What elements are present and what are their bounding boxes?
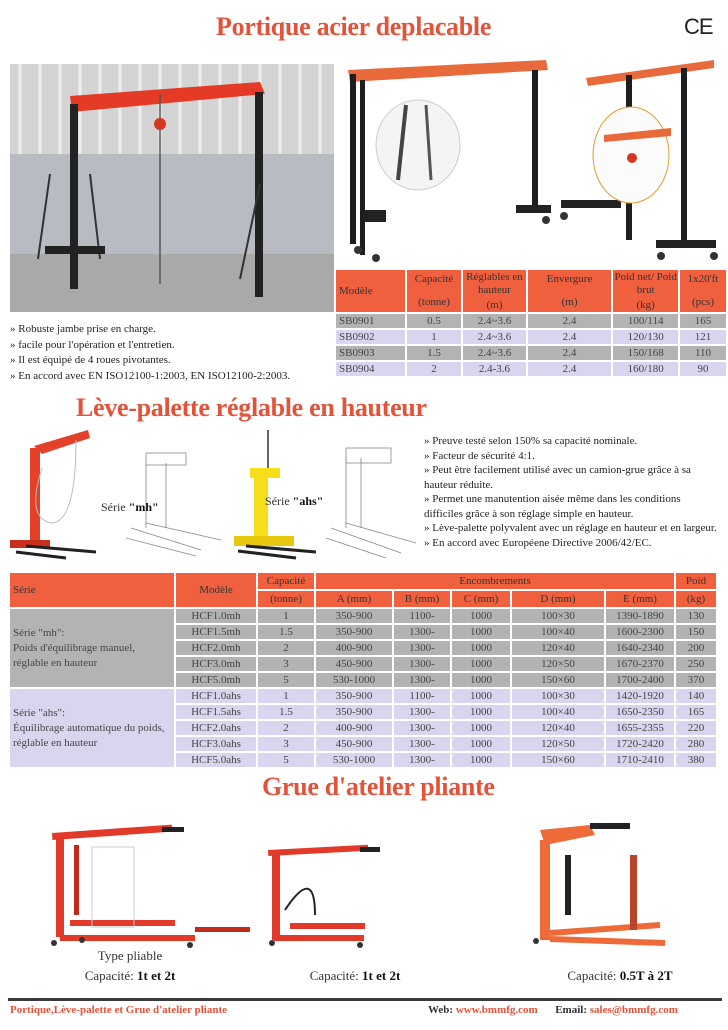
table-row: HCF3.0mh 3 450-900 1300- 1000 120×50 1670-2370 250: [10, 657, 716, 671]
col-header-b: B (mm): [394, 591, 450, 607]
table-row: HCF1.5mh 1.5 350-900 1300- 1000 100×40 1600-2300 150: [10, 625, 716, 639]
feature-item: » En accord avec EN ISO12100-1:2003, EN ISO12100-2:2003.: [10, 369, 291, 382]
table-row: HCF3.0ahs 3 450-900 1300- 1000 120×50 1720-2420 280: [10, 737, 716, 751]
col-header-container: 1x20'ft (pcs): [680, 270, 726, 312]
series-mh-label: Série "mh": [101, 500, 159, 514]
col-header-encombrements: Encombrements: [316, 573, 674, 589]
col-header-modele: Modèle: [336, 270, 405, 312]
col-header-serie: Série: [10, 573, 174, 607]
feature-item: » Peut être facilement utilisé avec un camion-grue grâce à sa hauteur réduite.: [424, 464, 691, 491]
series-ahs-label: Série "ahs": [265, 494, 324, 508]
series-ahs-cell: Série "ahs": Équilibrage automatique du poids, réglable en hauteur: [10, 689, 174, 767]
gantry-photo-product: [336, 60, 726, 270]
col-header-c: C (mm): [452, 591, 510, 607]
table-row: HCF2.0ahs 2 400-900 1300- 1000 120×40 1655-2355 220: [10, 721, 716, 735]
gantry-spec-table: [334, 268, 728, 378]
table-row: SB0902 1 2.4~3.6 2.4 120/130 121: [336, 330, 726, 344]
feature-item: » Facteur de sécurité 4:1.: [424, 449, 535, 462]
col-header-a: A (mm): [316, 591, 392, 607]
col-header-modele: Modèle: [176, 573, 256, 607]
col-header-capacite: Capacité (tonne): [407, 270, 461, 312]
crane-1-type-caption: Type pliable: [97, 948, 163, 963]
gantry-photo-workshop: [10, 64, 334, 312]
col-header-capacite-unit: (tonne): [258, 591, 314, 607]
section-title-gantry: Portique acier deplacable: [216, 12, 492, 41]
table-row: SB0901 0.5 2.4~3.6 2.4 100/114 165: [336, 314, 726, 328]
table-row: Série "ahs": Équilibrage automatique du poids, réglable en hauteur HCF1.0ahs 1 350-900 1100- 1000 100×30 1420-1920 140: [10, 689, 716, 703]
col-header-poid: Poid: [676, 573, 716, 589]
section-title-pallet-lifter: Lève-palette réglable en hauteur: [76, 393, 427, 422]
col-header-poid-unit: (kg): [676, 591, 716, 607]
table-row: HCF5.0ahs 5 530-1000 1300- 1000 150×60 1710-2410 380: [10, 753, 716, 767]
gantry-features-list: [10, 322, 330, 384]
footer-contact: Web: www.bmmfg.com Email: sales@bmmfg.com: [428, 1004, 678, 1016]
table-row: HCF5.0mh 5 530-1000 1300- 1000 150×60 1700-2400 370: [10, 673, 716, 687]
col-header-d: D (mm): [512, 591, 604, 607]
table-row: SB0904 2 2.4-3.6 2.4 160/180 90: [336, 362, 726, 376]
crane-2-capacity-caption: Capacité: 1t et 2t: [309, 968, 401, 983]
feature-item: » Lève-palette polyvalent avec un réglage en hauteur et en largeur.: [424, 522, 717, 534]
footer-title: Portique,Lève-palette et Grue d'atelier pliante: [10, 1004, 227, 1016]
website-link[interactable]: www.bmmfg.com: [455, 1004, 538, 1016]
ce-mark-icon: CE: [684, 14, 713, 39]
feature-item: » Preuve testé selon 150% sa capacité nominale.: [424, 435, 638, 447]
col-header-e: E (mm): [606, 591, 674, 607]
pallet-lifter-spec-table: [8, 571, 718, 769]
pallet-lifter-images: [6, 428, 420, 560]
col-header-poids: Poid net/ Poid brut (kg): [614, 270, 677, 311]
feature-item: » facile pour l'opération et l'entretien.: [10, 338, 175, 351]
feature-item: » Il est équipé de 4 roues pivotantes.: [10, 354, 171, 366]
pallet-lifter-features-list: [424, 434, 720, 550]
crane-3-capacity-caption: Capacité: 0.5T à 2T: [567, 968, 673, 983]
table-row: Série "mh": Poids d'équilibrage manuel, réglable en hauteur HCF1.0mh 1 350-900 1100- 1000 100×30 1390-1890 130: [10, 609, 716, 623]
section-title-shop-crane: Grue d'atelier pliante: [262, 772, 495, 801]
shop-crane-images: [40, 815, 700, 950]
feature-item: » En accord avec Européene Directive 2006/42/EC.: [424, 536, 652, 549]
col-header-capacite: Capacité: [258, 573, 314, 589]
table-row: HCF2.0mh 2 400-900 1300- 1000 120×40 1640-2340 200: [10, 641, 716, 655]
series-mh-cell: Série "mh": Poids d'équilibrage manuel, réglable en hauteur: [10, 609, 174, 687]
col-header-envergure: Envergure (m): [528, 270, 612, 312]
table-row: HCF1.5ahs 1.5 350-900 1300- 1000 100×40 1650-2350 165: [10, 705, 716, 719]
feature-item: » Permet une manutention aisée même dans les conditions difficiles grâce à son réglage simple en hauteur.: [424, 493, 681, 520]
email-link[interactable]: sales@bmmfg.com: [589, 1004, 678, 1016]
feature-item: » Robuste jambe prise en charge.: [10, 323, 156, 335]
crane-1-capacity-caption: Capacité: 1t et 2t: [84, 968, 176, 983]
table-row: SB0903 1.5 2.4~3.6 2.4 150/168 110: [336, 346, 726, 360]
footer-divider: [8, 998, 722, 1001]
col-header-reglables: Réglables en hauteur (m): [463, 270, 526, 312]
